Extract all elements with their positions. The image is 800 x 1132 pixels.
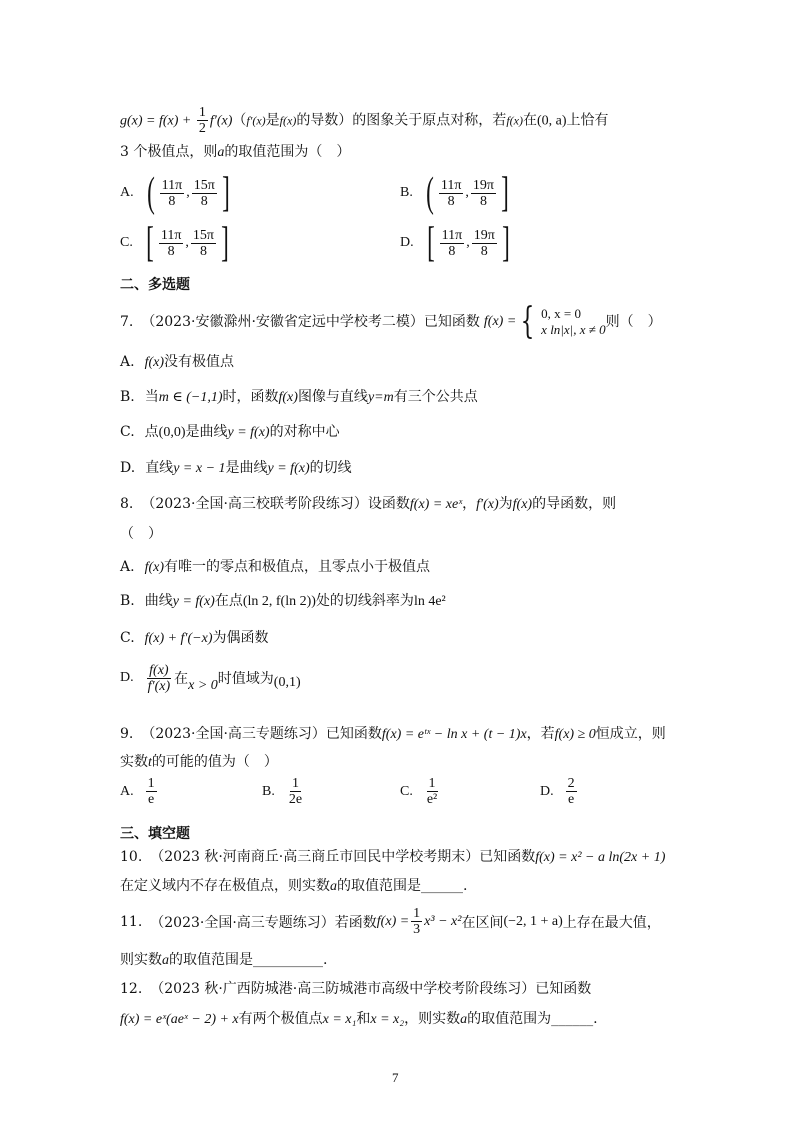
option-label: D. bbox=[400, 235, 414, 250]
text: 上存在最大值， bbox=[562, 914, 661, 931]
q6-option-b bbox=[400, 172, 512, 214]
math: y = f(x) bbox=[172, 594, 215, 609]
math: f(x) = x² − a ln(2x + 1) bbox=[535, 850, 666, 865]
math: f(x) bbox=[278, 390, 298, 405]
den: 8 bbox=[199, 243, 207, 259]
math: x³ − x² bbox=[424, 913, 462, 929]
q6-line-1 bbox=[120, 105, 609, 136]
den: 8 bbox=[448, 243, 456, 259]
math: y = x − 1 bbox=[173, 461, 226, 476]
question-number: 9. bbox=[120, 726, 134, 742]
text: 的可能的值为（ ） bbox=[151, 754, 278, 770]
q7-stem bbox=[120, 301, 662, 342]
num: 1 bbox=[291, 776, 299, 791]
brace-icon: { bbox=[520, 301, 535, 342]
case-1: 0, x = 0 bbox=[541, 306, 582, 321]
q7-option-c bbox=[120, 421, 340, 444]
q8-stem-2: （ ） bbox=[120, 526, 162, 542]
text: 当 bbox=[144, 389, 159, 405]
den: 2e bbox=[288, 792, 303, 807]
frac bbox=[160, 178, 185, 209]
q6-text-2: 的导数）的图象关于原点对称，若 bbox=[296, 112, 507, 129]
option-label: D. bbox=[120, 460, 136, 476]
frac bbox=[472, 228, 497, 259]
text: ， bbox=[462, 496, 477, 512]
page-number: 7 bbox=[392, 1070, 399, 1085]
option-label: D. bbox=[540, 783, 554, 799]
text: 直线 bbox=[145, 460, 174, 476]
q8-option-a bbox=[120, 556, 430, 579]
fraction bbox=[146, 776, 157, 807]
text: 的取值范围是______. bbox=[337, 878, 468, 894]
left-bracket: ( bbox=[146, 170, 155, 216]
text: 的取值范围是__________. bbox=[169, 952, 328, 968]
math: y=m bbox=[367, 390, 394, 405]
text: 时值域为 bbox=[217, 671, 274, 687]
option-label: A. bbox=[120, 559, 135, 575]
q11-stem bbox=[120, 906, 661, 937]
text: 的对称中心 bbox=[269, 424, 340, 440]
text: ，若 bbox=[526, 726, 555, 742]
den: 8 bbox=[200, 193, 208, 209]
q6-fprime-2: f′(x) bbox=[246, 113, 266, 128]
section-heading-fill-in: 三、填空题 bbox=[120, 826, 190, 842]
q7-option-a bbox=[120, 351, 234, 374]
q6-option-a bbox=[120, 172, 233, 214]
option-label: B. bbox=[400, 185, 413, 200]
text: 点 bbox=[144, 424, 159, 440]
num: 11π bbox=[160, 227, 182, 243]
option-label: C. bbox=[120, 424, 135, 440]
q6-text-4: 上恰有 bbox=[566, 112, 609, 129]
q10-stem-2 bbox=[120, 875, 467, 898]
q7-option-b bbox=[120, 386, 478, 409]
math: x > 0 bbox=[188, 678, 218, 693]
text: 有三个公共点 bbox=[393, 389, 478, 405]
num: 2 bbox=[567, 776, 575, 791]
math: f(x) = eᵗˣ − ln x + (t − 1)x bbox=[381, 727, 527, 742]
math: (0,0) bbox=[158, 425, 186, 440]
text: 实数 bbox=[120, 754, 148, 770]
q9-stem-2 bbox=[120, 751, 278, 774]
math: f(x) = bbox=[376, 913, 410, 929]
text: 处的切线斜率为 bbox=[315, 593, 414, 609]
text: 在定义域内不存在极值点，则实数 bbox=[120, 878, 330, 894]
q7-fx: f(x) = bbox=[483, 314, 517, 329]
frac bbox=[471, 178, 496, 209]
math: m ∈ (−1,1) bbox=[158, 390, 223, 405]
text: 恒成立，则 bbox=[595, 726, 666, 742]
q9-stem bbox=[120, 723, 666, 746]
q9-source-text: （2023·全国·高三专题练习）已知函数 bbox=[141, 726, 382, 742]
math: a bbox=[162, 953, 169, 968]
math: y = f(x) bbox=[227, 425, 270, 440]
q7-tail: 则（ ） bbox=[605, 314, 662, 330]
text: 的切线 bbox=[309, 460, 352, 476]
text: 的导函数，则 bbox=[532, 496, 617, 512]
den: 8 bbox=[479, 193, 487, 209]
math: f′(x) bbox=[476, 497, 499, 512]
q12-source-text: （2023 秋·广西防城港·高三防城港市高级中学校考阶段练习）已知函数 bbox=[150, 981, 592, 997]
text: ，则实数 bbox=[404, 1011, 461, 1027]
q10-stem bbox=[120, 846, 665, 869]
den: 8 bbox=[168, 193, 176, 209]
right-bracket: ] bbox=[221, 170, 230, 216]
q9-option-c bbox=[400, 776, 441, 807]
den: 8 bbox=[447, 193, 455, 209]
q7-piecewise bbox=[516, 301, 606, 342]
fraction bbox=[411, 906, 422, 937]
frac bbox=[159, 228, 184, 259]
text: 是曲线 bbox=[185, 424, 228, 440]
fraction bbox=[425, 776, 439, 807]
q11-source-text: （2023·全国·高三专题练习）若函数 bbox=[150, 914, 377, 931]
text: 时，函数 bbox=[222, 389, 279, 405]
right-bracket: ] bbox=[501, 170, 509, 216]
q10-source-text: （2023 秋·河南商丘·高三商丘市回民中学校考期末）已知函数 bbox=[150, 849, 536, 865]
num: f(x) bbox=[149, 662, 169, 678]
frac bbox=[440, 228, 465, 259]
option-label: B. bbox=[262, 783, 275, 799]
option-text: 没有极值点 bbox=[164, 354, 234, 370]
q6-interval: (0, a) bbox=[536, 113, 567, 129]
option-label: A. bbox=[120, 354, 135, 370]
math: f(x) bbox=[144, 355, 164, 370]
den: e bbox=[148, 792, 155, 807]
text: 在区间 bbox=[461, 914, 504, 931]
text: 为 bbox=[498, 496, 513, 512]
math: x = x₂ bbox=[370, 1012, 405, 1027]
option-label: A. bbox=[120, 783, 134, 799]
text: 和 bbox=[356, 1011, 371, 1027]
question-number: 7. bbox=[120, 314, 134, 330]
den: 3 bbox=[413, 922, 421, 937]
q7-option-d bbox=[120, 457, 352, 480]
q8-option-b bbox=[120, 590, 446, 613]
q6-text-1: 是 bbox=[265, 112, 280, 129]
num: 11π bbox=[440, 177, 462, 193]
q6-option-c-interval: [ $\frac{11\pi}{8}$ , $\frac{15\pi}{8}$ ] bbox=[145, 220, 229, 266]
text: 在点 bbox=[214, 593, 243, 609]
q6-line2-text: 3 个极值点，则 bbox=[120, 144, 218, 160]
text: 的取值范围为______. bbox=[467, 1011, 598, 1027]
left-bracket: [ bbox=[426, 220, 435, 266]
fraction bbox=[287, 776, 304, 807]
math: a bbox=[460, 1012, 468, 1027]
option-text: 有唯一的零点和极值点，且零点小于极值点 bbox=[164, 559, 430, 575]
num: 1 bbox=[413, 906, 421, 921]
den: e bbox=[568, 792, 575, 807]
den: 8 bbox=[167, 243, 175, 259]
math: f(x) bbox=[512, 497, 533, 512]
math: t bbox=[148, 755, 152, 770]
num: 11π bbox=[161, 177, 183, 193]
option-label: D. bbox=[120, 670, 134, 685]
right-bracket: ] bbox=[221, 220, 229, 266]
q6-half-num: 1 bbox=[198, 105, 206, 120]
math: f(x) = eˣ(aeˣ − 2) + x bbox=[120, 1012, 239, 1027]
math: ln 4e² bbox=[413, 594, 446, 609]
q12-stem bbox=[120, 978, 591, 1000]
den: f′(x) bbox=[147, 678, 171, 694]
q8-option-c bbox=[120, 627, 268, 650]
text: 在 bbox=[174, 671, 189, 687]
option-label: B. bbox=[120, 593, 135, 609]
q6-fprime: f′(x) bbox=[209, 113, 233, 129]
num: 19π bbox=[473, 227, 495, 243]
num: 15π bbox=[193, 177, 215, 193]
num: 1 bbox=[428, 776, 436, 791]
q6-option-b-interval: ( $\frac{11\pi}{8}$ , $\frac{19\pi}{8}$ ] bbox=[425, 170, 509, 216]
num: 1 bbox=[147, 776, 155, 791]
q6-g-def: g(x) = f(x) + bbox=[120, 113, 195, 129]
case-2: x ln|x|, x ≠ 0 bbox=[541, 322, 606, 337]
question-number: 8. bbox=[120, 496, 134, 512]
q6-paren: （ bbox=[232, 112, 247, 129]
q6-option-d-interval: [ $\frac{11\pi}{8}$ , $\frac{19\pi}{8}$ ] bbox=[426, 220, 510, 266]
den: e² bbox=[426, 792, 438, 807]
text: 是曲线 bbox=[225, 460, 268, 476]
math: f(x) bbox=[144, 560, 164, 575]
option-label: C. bbox=[400, 783, 413, 799]
option-label: C. bbox=[120, 630, 135, 646]
math: x = x₁ bbox=[322, 1012, 357, 1027]
q6-option-d bbox=[400, 222, 513, 264]
q6-option-c bbox=[120, 222, 232, 264]
cases bbox=[541, 306, 605, 338]
math: f(x) ≥ 0 bbox=[554, 727, 596, 742]
q8-option-d bbox=[120, 662, 301, 694]
q6-text-3: 在 bbox=[522, 112, 537, 129]
option-label: C. bbox=[120, 235, 133, 250]
math: (−2, 1 + a) bbox=[503, 913, 563, 929]
left-bracket: ( bbox=[425, 170, 434, 216]
q8-source-text: （2023·全国·高三校联考阶段练习）设函数 bbox=[141, 496, 410, 512]
option-label: B. bbox=[120, 389, 135, 405]
q6-var-a: a bbox=[217, 145, 225, 160]
num: 19π bbox=[472, 177, 494, 193]
q9-option-d bbox=[540, 776, 579, 807]
math: (ln 2, f(ln 2)) bbox=[242, 594, 316, 609]
q9-option-b bbox=[262, 776, 306, 807]
fraction bbox=[566, 776, 577, 807]
right-bracket: ] bbox=[501, 220, 510, 266]
math: a bbox=[330, 879, 337, 894]
num: 11π bbox=[441, 227, 463, 243]
num: 15π bbox=[192, 227, 214, 243]
option-label: A. bbox=[120, 185, 134, 200]
left-bracket: [ bbox=[145, 220, 154, 266]
frac bbox=[191, 228, 216, 259]
q6-half-fraction bbox=[197, 105, 208, 136]
frac bbox=[192, 178, 217, 209]
q6-fx: f(x) bbox=[279, 113, 297, 128]
text: 曲线 bbox=[144, 593, 173, 609]
frac bbox=[439, 178, 464, 209]
q12-stem-2 bbox=[120, 1008, 598, 1031]
q6-fx-2: f(x) bbox=[506, 113, 523, 128]
question-number: 10. bbox=[120, 849, 143, 865]
question-number: 12. bbox=[120, 981, 143, 997]
q8-stem bbox=[120, 493, 616, 516]
math: (0,1) bbox=[273, 675, 301, 690]
math: y = f(x) bbox=[267, 461, 310, 476]
fraction bbox=[146, 663, 173, 694]
question-number: 11. bbox=[120, 913, 143, 930]
text: 有两个极值点 bbox=[238, 1011, 323, 1027]
q6-line-2 bbox=[120, 141, 350, 164]
math: f(x) + f′(−x) bbox=[144, 631, 213, 646]
q6-half-den: 2 bbox=[198, 121, 206, 136]
section-heading-multiple-choice: 二、多选题 bbox=[120, 277, 190, 293]
q9-option-a bbox=[120, 776, 159, 807]
text: 图像与直线 bbox=[297, 389, 368, 405]
q6-line2-text-2: 的取值范围为（ ） bbox=[224, 144, 351, 160]
text: 则实数 bbox=[120, 952, 162, 968]
q6-option-a-interval: ( $\frac{11\pi}{8}$ , $\frac{15\pi}{8}$ ] bbox=[146, 170, 230, 216]
math: f(x) = xeˣ bbox=[409, 497, 463, 512]
option-text: 为偶函数 bbox=[212, 630, 269, 646]
q11-stem-2 bbox=[120, 949, 327, 972]
den: 8 bbox=[480, 243, 488, 259]
q7-source-text: （2023·安徽滁州·安徽省定远中学校考二模）已知函数 bbox=[141, 314, 480, 330]
